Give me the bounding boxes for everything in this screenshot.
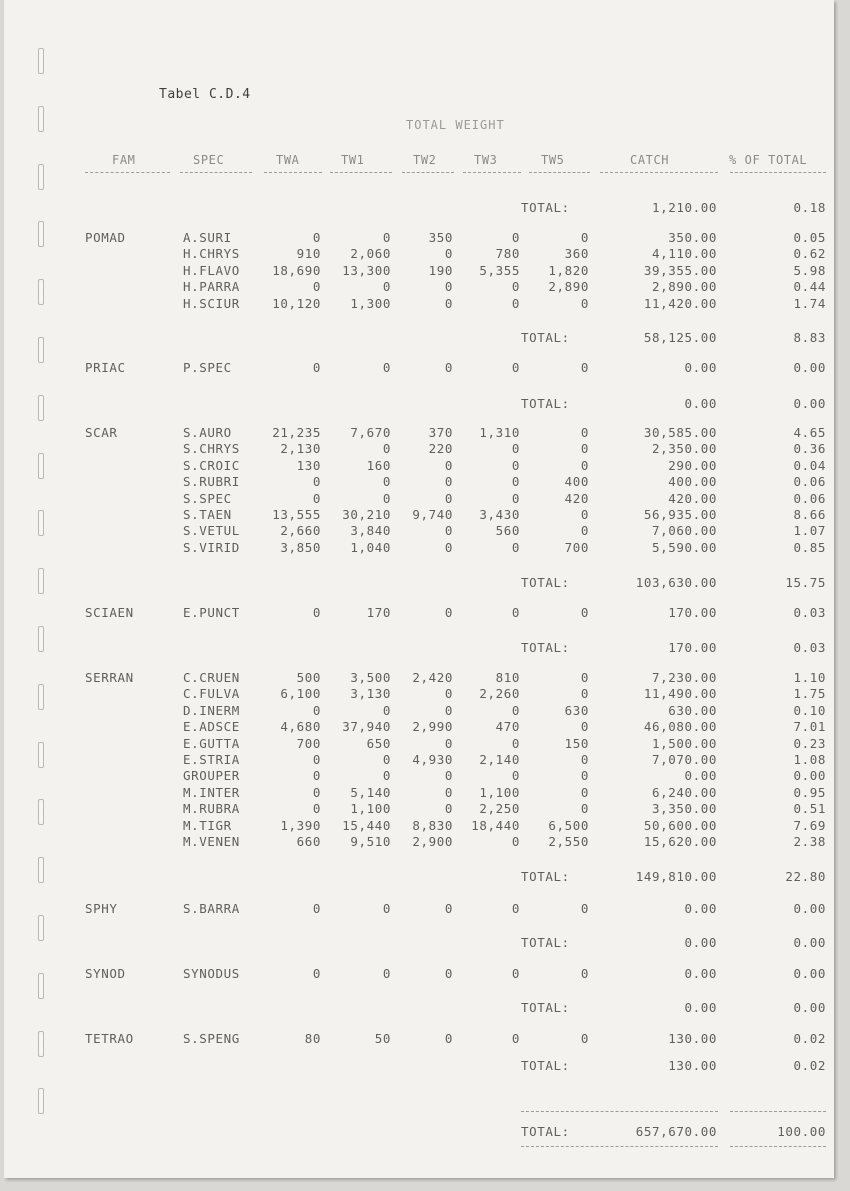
row-spec: H.SCIUR	[183, 295, 240, 311]
row-tw5: 0	[580, 966, 589, 981]
header-tw5: TW5	[541, 153, 565, 167]
row-twa: 1,390	[280, 817, 321, 833]
row-catch: 11,490.00	[643, 686, 717, 702]
row-tw2: 0	[444, 539, 453, 555]
row-tw1: 0	[382, 966, 391, 981]
row-catch: 5,590.00	[651, 539, 717, 555]
row-tw3: 0	[511, 279, 520, 295]
row-tw3: 0	[511, 768, 520, 784]
row-tw5: 0	[580, 230, 589, 245]
row-twa: 2,130	[280, 441, 321, 457]
row-tw3: 0	[511, 457, 520, 473]
row-twa: 500	[296, 670, 321, 685]
row-catch: 0.00	[684, 966, 717, 981]
row-twa: 80	[304, 1031, 321, 1046]
binder-hole	[38, 106, 44, 132]
row-tw1: 2,060	[350, 246, 391, 262]
row-twa: 0	[312, 360, 321, 375]
row-spec: E.GUTTA	[183, 735, 240, 751]
row-tw1: 0	[382, 490, 391, 506]
total-pct: 0.00	[793, 1000, 826, 1015]
row-tw5: 0	[580, 670, 589, 685]
row-spec: H.CHRYS	[183, 246, 240, 262]
row-tw5: 2,890	[548, 279, 589, 295]
total-catch: 58,125.00	[643, 330, 717, 345]
row-pct: 1.75	[793, 686, 826, 702]
total-catch: 103,630.00	[635, 575, 717, 590]
row-tw3: 2,140	[479, 752, 520, 767]
row-catch: 50,600.00	[643, 817, 717, 833]
row-tw5: 0	[580, 768, 589, 784]
row-catch: 39,355.00	[643, 262, 717, 278]
total-pct: 0.02	[793, 1058, 826, 1073]
family-name: POMAD	[85, 230, 126, 245]
row-catch: 11,420.00	[643, 295, 717, 311]
row-tw3: 0	[511, 490, 520, 506]
row-catch: 1,500.00	[651, 735, 717, 751]
row-spec: H.FLAVO	[183, 262, 240, 278]
row-pct: 0.05	[793, 230, 826, 245]
grand-total-label: TOTAL:	[521, 1124, 570, 1139]
row-spec: S.TAEN	[183, 507, 232, 522]
row-pct: 7.69	[793, 817, 826, 833]
row-catch: 2,890.00	[651, 279, 717, 295]
row-tw5: 0	[580, 801, 589, 817]
binder-hole	[38, 48, 44, 74]
row-pct: 0.36	[793, 441, 826, 457]
row-tw1: 3,500	[350, 670, 391, 685]
row-pct: 0.02	[793, 1031, 826, 1046]
row-pct: 0.44	[793, 279, 826, 295]
row-tw2: 0	[444, 457, 453, 473]
row-twa: 0	[312, 702, 321, 718]
header-underline	[730, 172, 826, 173]
row-spec: E.ADSCE	[183, 719, 240, 735]
row-tw1: 30,210	[342, 507, 391, 522]
total-label: TOTAL:	[521, 935, 570, 950]
row-catch: 350.00	[668, 230, 717, 245]
header-underline	[264, 172, 322, 173]
row-tw3: 0	[511, 441, 520, 457]
family-name: TETRAO	[85, 1031, 134, 1046]
row-tw5: 400	[564, 474, 589, 490]
row-twa: 0	[312, 801, 321, 817]
row-tw3: 0	[511, 605, 520, 620]
row-twa: 18,690	[272, 262, 321, 278]
row-tw2: 2,990	[412, 719, 453, 735]
row-spec: GROUPER	[183, 768, 240, 784]
row-tw3: 3,430	[479, 507, 520, 522]
row-pct: 5.98	[793, 262, 826, 278]
total-catch: 149,810.00	[635, 869, 717, 884]
row-tw1: 1,040	[350, 539, 391, 555]
row-pct: 0.23	[793, 735, 826, 751]
total-label: TOTAL:	[521, 640, 570, 655]
header-tw3: TW3	[474, 153, 498, 167]
row-tw5: 630	[564, 702, 589, 718]
row-tw3: 1,310	[479, 425, 520, 440]
row-tw2: 0	[444, 246, 453, 262]
header-twa: TWA	[276, 153, 300, 167]
row-twa: 660	[296, 834, 321, 849]
row-spec: S.RUBRI	[183, 474, 240, 490]
row-pct: 0.10	[793, 702, 826, 718]
total-catch: 0.00	[684, 1000, 717, 1015]
row-tw2: 0	[444, 523, 453, 539]
row-spec: S.CROIC	[183, 457, 240, 473]
row-tw2: 9,740	[412, 507, 453, 522]
row-tw2: 0	[444, 605, 453, 620]
row-twa: 6,100	[280, 686, 321, 702]
row-twa: 0	[312, 901, 321, 916]
row-tw2: 0	[444, 474, 453, 490]
row-tw5: 6,500	[548, 817, 589, 833]
row-spec: D.INERM	[183, 702, 240, 718]
row-pct: 1.74	[793, 295, 826, 311]
row-tw2: 0	[444, 295, 453, 311]
row-tw1: 0	[382, 768, 391, 784]
row-pct: 0.00	[793, 360, 826, 375]
grand-total-pct: 100.00	[777, 1124, 826, 1139]
header-underline	[180, 172, 252, 173]
row-tw2: 0	[444, 801, 453, 817]
family-name: SCAR	[85, 425, 118, 440]
total-label: TOTAL:	[521, 575, 570, 590]
row-pct: 8.66	[793, 507, 826, 522]
row-tw1: 160	[366, 457, 391, 473]
row-twa: 910	[296, 246, 321, 262]
row-spec: S.AURO	[183, 425, 232, 440]
row-tw2: 190	[428, 262, 453, 278]
row-pct: 0.00	[793, 966, 826, 981]
header-catch: CATCH	[630, 153, 670, 167]
total-catch: 0.00	[684, 396, 717, 411]
row-pct: 4.65	[793, 425, 826, 440]
row-catch: 30,585.00	[643, 425, 717, 440]
row-twa: 0	[312, 279, 321, 295]
row-tw1: 0	[382, 230, 391, 245]
row-tw3: 0	[511, 360, 520, 375]
row-tw5: 0	[580, 360, 589, 375]
family-name: SERRAN	[85, 670, 134, 685]
row-catch: 15,620.00	[643, 834, 717, 849]
row-tw5: 0	[580, 457, 589, 473]
row-catch: 2,350.00	[651, 441, 717, 457]
row-catch: 7,230.00	[651, 670, 717, 685]
row-tw1: 3,130	[350, 686, 391, 702]
row-catch: 630.00	[668, 702, 717, 718]
row-tw1: 50	[374, 1031, 391, 1046]
row-tw1: 37,940	[342, 719, 391, 735]
row-spec: S.SPENG	[183, 1031, 240, 1046]
row-tw2: 220	[428, 441, 453, 457]
row-tw1: 15,440	[342, 817, 391, 833]
row-tw3: 0	[511, 735, 520, 751]
row-catch: 46,080.00	[643, 719, 717, 735]
row-tw2: 0	[444, 686, 453, 702]
row-spec: S.VIRID	[183, 539, 240, 555]
row-tw3: 0	[511, 539, 520, 555]
row-catch: 420.00	[668, 490, 717, 506]
row-twa: 0	[312, 784, 321, 800]
family-name: SCIAEN	[85, 605, 134, 620]
row-tw2: 0	[444, 490, 453, 506]
row-tw2: 370	[428, 425, 453, 440]
row-tw1: 9,510	[350, 834, 391, 849]
row-pct: 0.06	[793, 474, 826, 490]
row-tw3: 0	[511, 474, 520, 490]
row-catch: 0.00	[684, 901, 717, 916]
row-pct: 2.38	[793, 834, 826, 849]
row-twa: 21,235	[272, 425, 321, 440]
row-tw1: 650	[366, 735, 391, 751]
row-spec: M.TIGR	[183, 817, 232, 833]
row-tw1: 5,140	[350, 784, 391, 800]
row-pct: 0.03	[793, 605, 826, 620]
row-pct: 0.04	[793, 457, 826, 473]
row-tw1: 1,100	[350, 801, 391, 817]
total-catch: 170.00	[668, 640, 717, 655]
row-tw5: 0	[580, 686, 589, 702]
row-tw1: 0	[382, 360, 391, 375]
row-pct: 0.51	[793, 801, 826, 817]
header-underline	[330, 172, 392, 173]
row-twa: 0	[312, 752, 321, 767]
row-twa: 0	[312, 966, 321, 981]
grand-total-line	[730, 1146, 826, 1147]
row-tw5: 0	[580, 295, 589, 311]
row-twa: 10,120	[272, 295, 321, 311]
row-pct: 0.85	[793, 539, 826, 555]
row-spec: S.VETUL	[183, 523, 240, 539]
row-twa: 0	[312, 490, 321, 506]
row-twa: 2,660	[280, 523, 321, 539]
row-tw3: 780	[495, 246, 520, 262]
binder-hole	[38, 164, 44, 190]
total-label: TOTAL:	[521, 396, 570, 411]
row-tw3: 810	[495, 670, 520, 685]
total-catch: 1,210.00	[651, 200, 717, 215]
row-pct: 1.10	[793, 670, 826, 685]
header-spec: SPEC	[193, 153, 225, 167]
row-tw2: 0	[444, 966, 453, 981]
row-catch: 290.00	[668, 457, 717, 473]
total-label: TOTAL:	[521, 1058, 570, 1073]
row-tw3: 0	[511, 230, 520, 245]
total-pct: 0.00	[793, 935, 826, 950]
row-tw3: 0	[511, 834, 520, 849]
row-tw3: 0	[511, 901, 520, 916]
family-name: SYNOD	[85, 966, 126, 981]
total-label: TOTAL:	[521, 869, 570, 884]
row-tw3: 0	[511, 966, 520, 981]
row-tw5: 2,550	[548, 834, 589, 849]
header-underline	[402, 172, 454, 173]
row-twa: 13,555	[272, 507, 321, 522]
header-underline	[600, 172, 718, 173]
row-tw2: 0	[444, 1031, 453, 1046]
row-tw1: 0	[382, 279, 391, 295]
header-underline	[463, 172, 521, 173]
grand-total-catch: 657,670.00	[635, 1124, 717, 1139]
total-pct: 0.18	[793, 200, 826, 215]
total-catch: 0.00	[684, 935, 717, 950]
row-tw5: 0	[580, 901, 589, 916]
row-spec: M.VENEN	[183, 834, 240, 849]
row-catch: 56,935.00	[643, 507, 717, 522]
row-tw5: 0	[580, 523, 589, 539]
row-tw2: 0	[444, 901, 453, 916]
row-twa: 0	[312, 605, 321, 620]
row-tw5: 420	[564, 490, 589, 506]
row-pct: 0.06	[793, 490, 826, 506]
row-tw2: 0	[444, 360, 453, 375]
row-spec: S.SPEC	[183, 490, 232, 506]
grand-total-line	[521, 1146, 718, 1147]
row-spec: S.CHRYS	[183, 441, 240, 457]
row-catch: 170.00	[668, 605, 717, 620]
row-pct: 0.62	[793, 246, 826, 262]
grand-total-line	[730, 1111, 826, 1112]
row-tw1: 3,840	[350, 523, 391, 539]
row-tw2: 0	[444, 735, 453, 751]
document-page	[4, 0, 834, 1178]
row-tw3: 560	[495, 523, 520, 539]
row-twa: 0	[312, 230, 321, 245]
row-catch: 130.00	[668, 1031, 717, 1046]
row-spec: E.STRIA	[183, 752, 240, 767]
row-tw2: 8,830	[412, 817, 453, 833]
row-tw1: 13,300	[342, 262, 391, 278]
row-spec: A.SURI	[183, 230, 232, 245]
row-tw2: 0	[444, 768, 453, 784]
row-twa: 0	[312, 768, 321, 784]
total-pct: 0.03	[793, 640, 826, 655]
row-tw3: 5,355	[479, 262, 520, 278]
header-tw2: TW2	[413, 153, 437, 167]
row-tw2: 4,930	[412, 752, 453, 767]
total-pct: 8.83	[793, 330, 826, 345]
row-tw3: 18,440	[471, 817, 520, 833]
row-spec: M.RUBRA	[183, 801, 240, 817]
row-tw5: 360	[564, 246, 589, 262]
row-twa: 3,850	[280, 539, 321, 555]
row-tw3: 2,250	[479, 801, 520, 817]
family-name: PRIAC	[85, 360, 126, 375]
row-tw5: 0	[580, 441, 589, 457]
row-tw2: 350	[428, 230, 453, 245]
row-tw2: 2,420	[412, 670, 453, 685]
table-subtitle: TOTAL WEIGHT	[406, 118, 505, 132]
header-tw1: TW1	[341, 153, 365, 167]
row-spec: H.PARRA	[183, 279, 240, 295]
header-underline	[529, 172, 590, 173]
row-catch: 0.00	[684, 768, 717, 784]
row-tw3: 1,100	[479, 784, 520, 800]
grand-total-line	[521, 1111, 718, 1112]
total-pct: 22.80	[785, 869, 826, 884]
row-twa: 0	[312, 474, 321, 490]
header-underline	[85, 172, 170, 173]
row-spec: S.BARRA	[183, 901, 240, 916]
row-twa: 700	[296, 735, 321, 751]
row-tw1: 7,670	[350, 425, 391, 440]
row-tw1: 170	[366, 605, 391, 620]
header-pct: % OF TOTAL	[729, 153, 808, 167]
row-tw2: 2,900	[412, 834, 453, 849]
total-label: TOTAL:	[521, 1000, 570, 1015]
row-spec: P.SPEC	[183, 360, 232, 375]
row-tw5: 0	[580, 752, 589, 767]
row-tw3: 0	[511, 702, 520, 718]
row-catch: 7,070.00	[651, 752, 717, 767]
row-tw2: 0	[444, 702, 453, 718]
row-pct: 0.00	[793, 901, 826, 916]
row-tw3: 2,260	[479, 686, 520, 702]
row-tw1: 0	[382, 702, 391, 718]
row-tw5: 1,820	[548, 262, 589, 278]
total-label: TOTAL:	[521, 200, 570, 215]
row-tw5: 0	[580, 605, 589, 620]
row-pct: 0.00	[793, 768, 826, 784]
row-spec: E.PUNCT	[183, 605, 240, 620]
row-catch: 3,350.00	[651, 801, 717, 817]
binder-hole	[38, 1088, 44, 1114]
row-catch: 6,240.00	[651, 784, 717, 800]
row-tw5: 0	[580, 719, 589, 735]
row-tw5: 0	[580, 425, 589, 440]
row-tw2: 0	[444, 784, 453, 800]
row-tw1: 0	[382, 752, 391, 767]
row-tw5: 150	[564, 735, 589, 751]
row-tw1: 1,300	[350, 295, 391, 311]
row-tw5: 0	[580, 784, 589, 800]
table-title: Tabel C.D.4	[159, 87, 251, 102]
row-catch: 4,110.00	[651, 246, 717, 262]
row-tw3: 0	[511, 1031, 520, 1046]
row-tw3: 0	[511, 295, 520, 311]
row-catch: 400.00	[668, 474, 717, 490]
total-pct: 0.00	[793, 396, 826, 411]
row-pct: 7.01	[793, 719, 826, 735]
row-pct: 0.95	[793, 784, 826, 800]
header-fam: FAM	[112, 153, 136, 167]
row-twa: 130	[296, 457, 321, 473]
row-tw1: 0	[382, 474, 391, 490]
row-spec: C.CRUEN	[183, 670, 240, 685]
row-pct: 1.07	[793, 523, 826, 539]
row-tw1: 0	[382, 901, 391, 916]
row-tw5: 0	[580, 1031, 589, 1046]
row-tw1: 0	[382, 441, 391, 457]
total-label: TOTAL:	[521, 330, 570, 345]
row-spec: C.FULVA	[183, 686, 240, 702]
row-tw5: 0	[580, 507, 589, 522]
row-tw3: 470	[495, 719, 520, 735]
row-tw5: 700	[564, 539, 589, 555]
row-twa: 4,680	[280, 719, 321, 735]
row-tw2: 0	[444, 279, 453, 295]
total-pct: 15.75	[785, 575, 826, 590]
row-catch: 0.00	[684, 360, 717, 375]
family-name: SPHY	[85, 901, 118, 916]
total-catch: 130.00	[668, 1058, 717, 1073]
row-catch: 7,060.00	[651, 523, 717, 539]
row-pct: 1.08	[793, 752, 826, 767]
row-spec: M.INTER	[183, 784, 240, 800]
row-spec: SYNODUS	[183, 966, 240, 981]
